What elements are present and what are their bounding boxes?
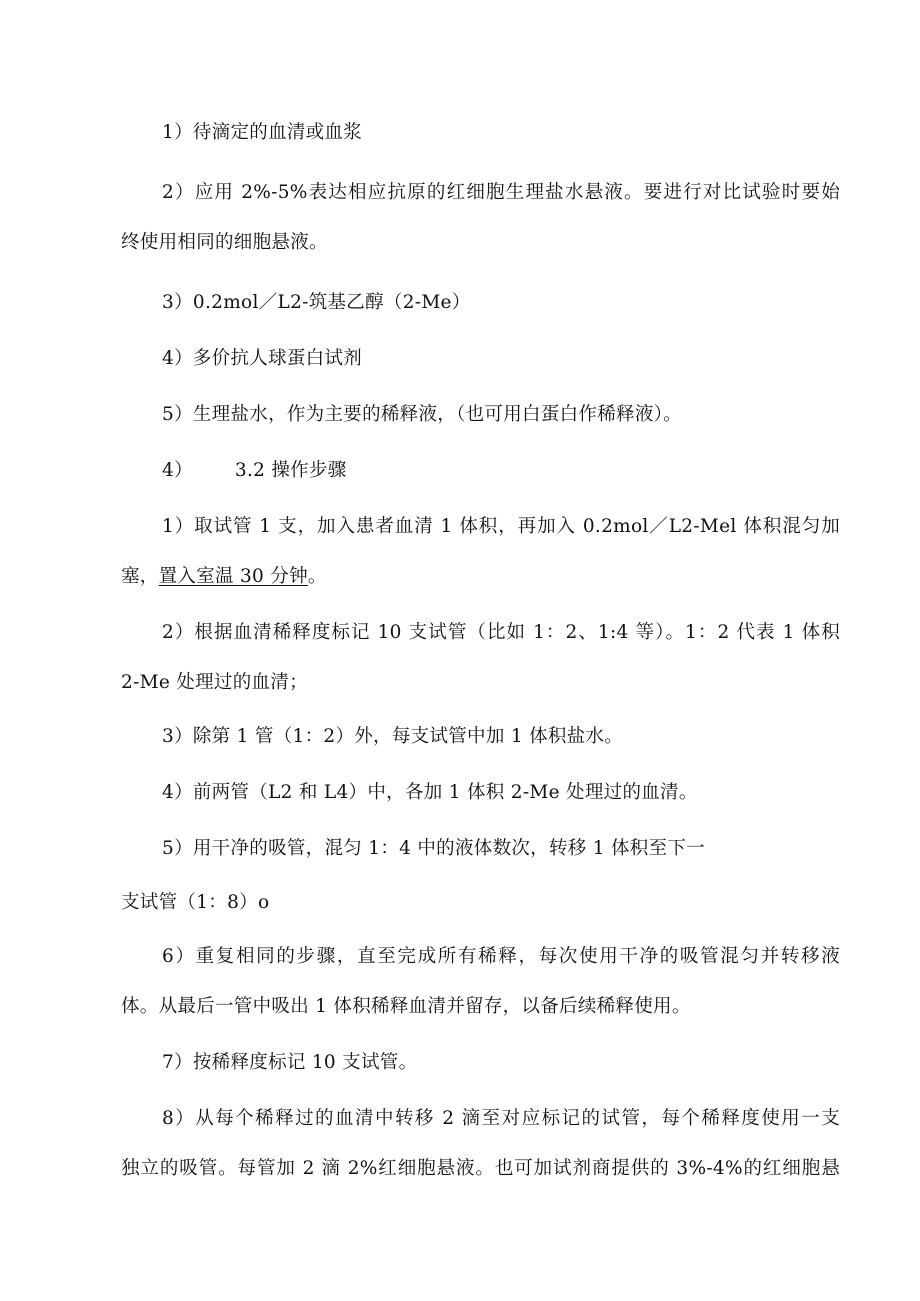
paragraph-step-8-line-2: 独立的吸管。每管加 2 滴 2%红细胞悬液。也可加试剂商提供的 3%-4%的红细胞悬: [121, 1158, 840, 1179]
paragraph-reagent-3: 3）0.2mol／L2-筑基乙醇（2-Me）: [162, 292, 471, 313]
paragraph-step-5-line-2: 支试管（1：8）o: [121, 892, 270, 913]
paragraph-step-7: 7）按稀释度标记 10 支试管。: [162, 1052, 418, 1073]
paragraph-step-1-line-1: 1）取试管 1 支，加入患者血清 1 体积，再加入 0.2mol／L2-Mel 体积混匀加: [162, 516, 840, 537]
paragraph-reagent-4: 4）多价抗人球蛋白试剂: [162, 348, 363, 369]
paragraph-step-5-line-1: 5）用干净的吸管，混匀 1：4 中的液体数次，转移 1 体积至下一: [162, 838, 706, 859]
paragraph-reagent-5: 5）生理盐水，作为主要的稀释液，（也可用白蛋白作稀释液）。: [162, 404, 682, 425]
paragraph-step-6-line-1: 6）重复相同的步骤，直至完成所有稀释，每次使用干净的吸管混匀并转移液: [162, 946, 840, 967]
paragraph-reagent-2-line-1: 2）应用 2%-5%表达相应抗原的红细胞生理盐水悬液。要进行对比试验时要始: [162, 182, 840, 203]
paragraph-step-6-line-2: 体。从最后一管中吸出 1 体积稀释血清并留存，以备后续稀释使用。: [121, 996, 691, 1017]
paragraph-step-4: 4）前两管（L2 和 L4）中，各加 1 体积 2-Me 处理过的血清。: [162, 782, 698, 803]
paragraph-step-1-line-2: [0, 564, 920, 590]
section-heading-number: 4）: [162, 460, 193, 481]
step-1-suffix: 。: [307, 566, 327, 587]
section-heading-title: 3.2 操作步骤: [234, 460, 347, 481]
paragraph-step-2-line-1: 2）根据血清稀释度标记 10 支试管（比如 1：2、1:4 等）。1：2 代表 1 体积: [162, 622, 840, 643]
paragraph-step-3: 3）除第 1 管（1：2）外，每支试管中加 1 体积盐水。: [162, 726, 624, 747]
paragraph-step-8-line-1: 8）从每个稀释过的血清中转移 2 滴至对应标记的试管，每个稀释度使用一支: [162, 1108, 840, 1129]
step-1-underlined-text: 置入室温 30 分钟: [158, 566, 308, 587]
step-1-prefix: 塞，: [121, 566, 159, 587]
section-heading-procedure: [0, 458, 920, 484]
paragraph-reagent-2-line-2: 终使用相同的细胞悬液。: [121, 232, 328, 253]
paragraph-step-2-line-2: 2-Me 处理过的血清；: [121, 672, 308, 693]
paragraph-reagent-1: 1）待滴定的血清或血浆: [162, 122, 363, 143]
